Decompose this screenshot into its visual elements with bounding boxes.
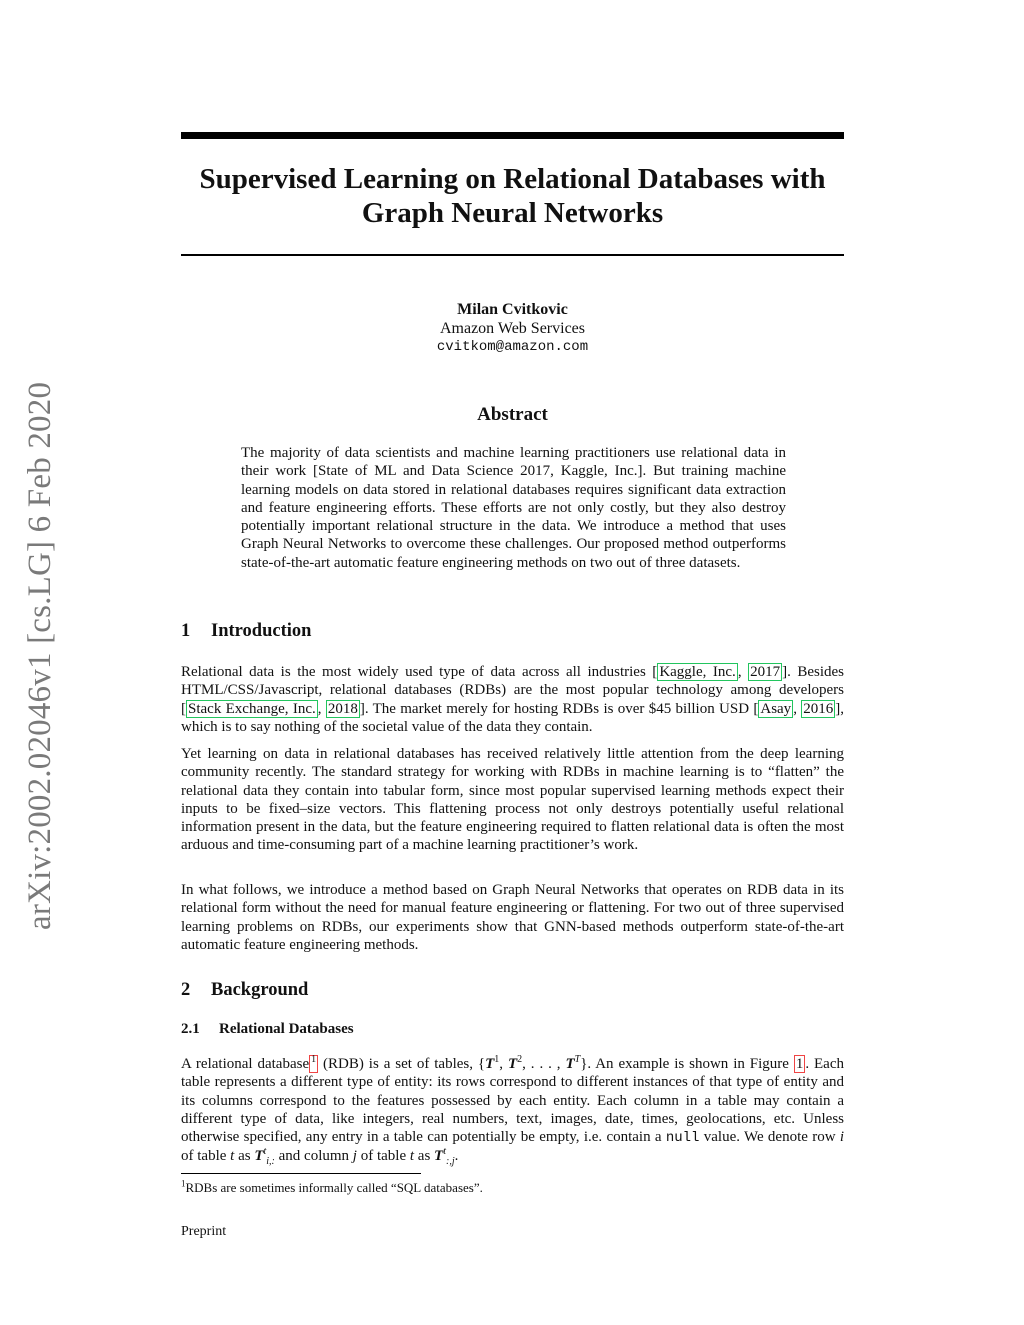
abstract-body: The majority of data scientists and machine learning practitioners use relational data in their work [State of ML and Data Science 2017, Kaggle, Inc.]. But training machine learning models on data stored in relational databases requires significant data extraction and feature engineering efforts. These efforts are not only costly, but they also destroy potentially important relational structure in the data. We introduce a method that uses Graph Neural Networks to overcome these challenges. Our proposed method outperforms state-of-the-art automatic feature engineering methods on two out of three datasets. [241,445,786,571]
text-run: of table [356,1148,410,1165]
page-footer: Preprint [181,1224,227,1239]
intro-paragraph-2: Yet learning on data in relational databases has received relatively little attention from the deep learning community recently. The standard strategy for working with RDBs in machine learning is to “flatten” the relational data they contain into tabular form, since most popular supervised learning methods expect their inputs to be fixed–size vectors. This flattening process not only destroys potentially useful relational information present in the data, but the feature engineering required to flatten relational data is often the most arduous and time-consuming part of a machine learning practitioner’s work. [181,746,844,854]
text-run: (RDB) is a set of tables, { [318,1056,486,1072]
section-heading-background [181,980,844,1001]
math-superscript: T [574,1054,581,1065]
background-paragraph-1 [181,1055,844,1166]
subsection-title: Relational Databases [219,1021,354,1037]
text-run: , [317,700,326,717]
title-line-2: Graph Neural Networks [361,197,664,229]
math-symbol: t [230,1148,235,1165]
citation-link[interactable] [758,700,793,718]
citation-author: Asay [760,700,792,717]
author-name: Milan Cvitkovic [457,301,568,318]
section-title: Introduction [211,621,312,641]
text-run: of table [181,1148,231,1165]
author-affiliation: Amazon Web Services [439,320,586,337]
section-number: 1 [181,621,191,641]
text-run: value. We denote row [699,1129,840,1146]
citation-year: 2016 [803,700,834,717]
abstract-heading: Abstract [477,404,548,425]
citation-author: Stack Exchange, Inc. [188,700,316,717]
section-number: 2 [181,980,191,1000]
math-symbol: T [434,1148,444,1165]
text-run: }. An example is shown in Figure [580,1056,794,1072]
math-subscript: i,: [266,1156,275,1168]
text-run: , [793,700,802,717]
footnote-text: RDBs are sometimes informally called “SQL databases”. [185,1180,483,1195]
text-run: . [454,1148,459,1165]
text-run: ], which is to say nothing of the societal value of the data they contain. [181,700,845,735]
math-symbol: j [352,1148,357,1165]
text-run: as [414,1148,435,1165]
math-superscript: 1 [494,1054,500,1065]
math-symbol: T [254,1148,264,1165]
author-block [181,300,844,357]
math-symbol: T [485,1056,495,1072]
footnote-mark: 1 [311,1054,317,1065]
citation-year: 2017 [750,664,781,680]
math-superscript: 2 [517,1054,523,1065]
text-run: Relational data is the most widely used type of data across all industries [ [181,664,658,680]
section-title: Background [211,980,309,1000]
citation-author: Kaggle, Inc. [659,664,736,680]
footnote [181,1180,844,1196]
figure-number: 1 [795,1056,804,1072]
citation-link[interactable] [186,700,318,718]
subsection-heading-relational-databases [181,1021,844,1038]
title-rule-top [181,132,844,139]
text-run: . Each table represents a different type of entity: its rows correspond to different instances of that type of entity and its columns correspond to the features possessed by each entity. Each column in a table may contain a different type of data, like integers, real numbers, text, images, date, times, geolocations, etc. Unless otherwise specified, any entry in a table can potentially be empty, i.e. contain a [181,1056,845,1146]
text-run: ]. Besides HTML/CSS/Javascript, relational databases (RDBs) are the most popular technology among developers [ [181,664,845,717]
math-symbol: T [565,1056,575,1072]
text-run: and column [274,1148,353,1165]
intro-paragraph-3: In what follows, we introduce a method based on Graph Neural Networks that operates on RDB data in its relational form without the need for manual feature engineering or flattening. For two out of three supervised learning problems on RDBs, our experiments show that GNN-based methods outperform state-of-the-art automatic feature engineering methods. [181,882,844,953]
footnote-number: 1 [181,1178,186,1189]
text-run: ]. The market merely for hosting RDBs is over $45 billion USD [ [359,700,759,717]
citation-link[interactable] [657,663,738,681]
text-run: , [499,1056,508,1072]
math-symbol: t [409,1148,415,1165]
math-subscript: :,j [446,1156,455,1168]
section-heading-introduction [181,621,844,642]
math-symbol: T [507,1056,518,1072]
paper-title [181,162,844,230]
author-email: cvitkom@amazon.com [436,339,589,355]
citation-link[interactable] [801,700,835,718]
text-run: as [234,1148,255,1165]
title-rule-bottom [181,254,844,256]
math-superscript: t [263,1146,267,1158]
text-run: A relational database [181,1056,310,1072]
citation-link[interactable] [326,700,360,718]
title-line-1: Supervised Learning on Relational Databases with [199,163,826,195]
citation-year: 2018 [327,700,358,717]
text-run: , [737,664,749,680]
footnote-link[interactable] [309,1055,318,1073]
arxiv-identifier: arXiv:2002.02046v1 [cs.LG] 6 Feb 2020 [22,381,58,930]
footnote-divider [181,1173,421,1174]
math-symbol: i [839,1129,844,1146]
code-null: null [665,1130,700,1147]
intro-paragraph-1 [181,663,844,736]
math-superscript: t [443,1146,446,1158]
text-run: , . . . , [522,1056,566,1072]
citation-link[interactable] [748,663,782,681]
figure-reference-link[interactable] [794,1055,806,1073]
subsection-number: 2.1 [181,1021,200,1037]
